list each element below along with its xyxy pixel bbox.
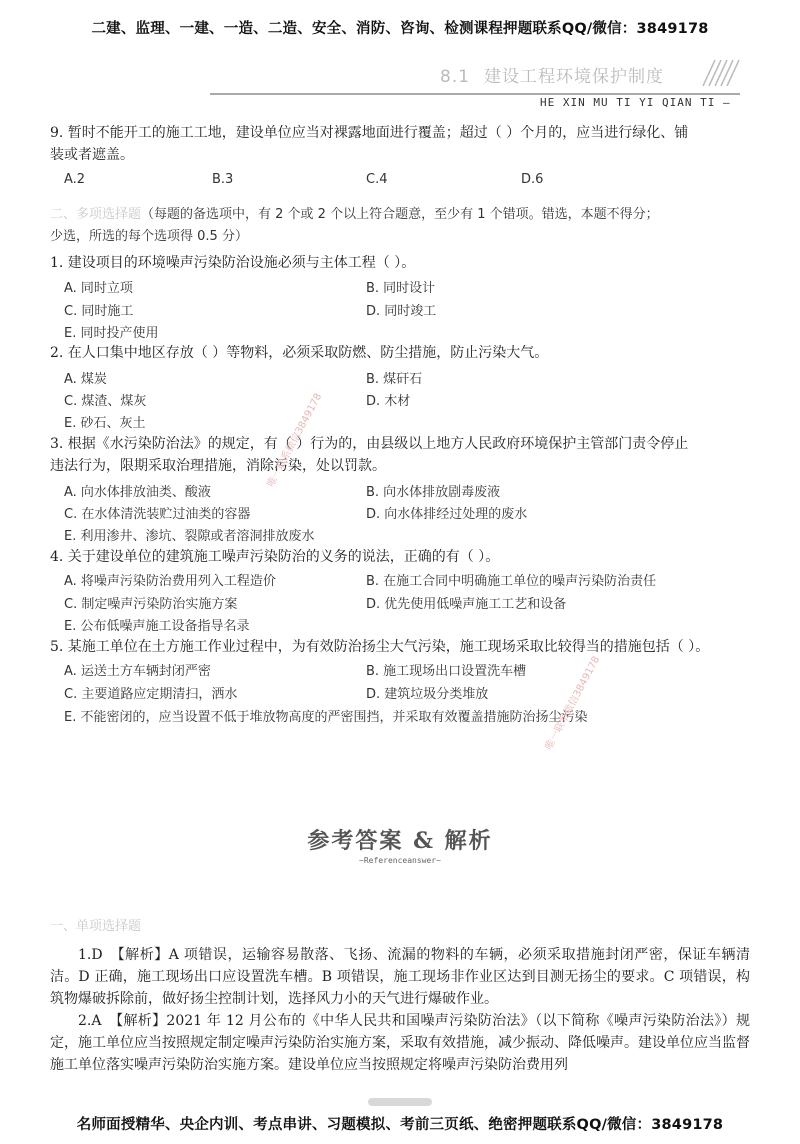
option: E. 公布低噪声施工设备指导名录: [64, 619, 250, 634]
option: A. 同时立项: [64, 281, 133, 296]
bottom-banner: 名师面授精华、央企内训、考点串讲、习题模拟、考前三页纸、绝密押题联系QQ/微信：3849178: [76, 1117, 724, 1133]
question-stem: 1. 建设项目的环境噪声污染防治设施必须与主体工程（ ）。: [50, 255, 416, 271]
option: E. 砂石、灰土: [64, 416, 146, 431]
question-2: [50, 342, 750, 364]
chapter-number: 8.1: [440, 67, 471, 87]
question-stem: 3. 根据《水污染防治法》的规定，有（ ）行为的，由县级以上地方人民政府环境保护主管部门责令停止: [50, 436, 689, 452]
option: B. 施工现场出口设置洗车槽: [366, 664, 527, 679]
option: A.2: [64, 172, 86, 187]
option: D. 同时竣工: [366, 304, 437, 319]
question-stem: 4. 关于建设单位的建筑施工噪声污染防治的义务的说法，正确的有（ ）。: [50, 549, 500, 565]
option: C. 制定噪声污染防治实施方案: [64, 597, 238, 612]
question-stem: 2. 在人口集中地区存放（ ）等物料，必须采取防燃、防尘措施，防止污染大气。: [50, 345, 549, 361]
option: A. 煤炭: [64, 372, 107, 387]
chapter-header: [440, 62, 664, 87]
header-stripes-decoration: [695, 60, 740, 86]
answer-paragraph-2: 2.A 【解析】2021 年 12 月公布的《中华人民共和国噪声污染防治法》（以下简称《噪声污染防治法》）规定，施工单位应当按照规定制定噪声污染防治实施方案，采取有效措施，减少振动、降低噪声。建设单位应当监督施工单位落实噪声污染防治实施方案。建设单位应当按照规定将噪声污染防治费用列: [50, 1013, 750, 1073]
option: B. 在施工合同中明确施工单位的噪声污染防治责任: [366, 574, 657, 589]
top-banner: 二建、监理、一建、一造、二造、安全、消防、咨询、检测课程押题联系QQ/微信：3849178: [91, 21, 709, 37]
option: D. 木材: [366, 394, 411, 409]
section-heading: 二、多项选择题: [50, 207, 142, 222]
question-4: [50, 546, 750, 568]
chapter-pinyin: HE XIN MU TI YI QIAN TI —: [540, 96, 731, 109]
header-rule: [210, 93, 740, 95]
option: D. 建筑垃圾分类堆放: [366, 687, 489, 702]
option: B. 煤矸石: [366, 372, 423, 387]
option: B. 向水体排放剧毒废液: [366, 485, 501, 500]
option: A. 将噪声污染防治费用列入工程造价: [64, 574, 276, 589]
option: B.3: [212, 172, 234, 187]
option: D.6: [521, 172, 544, 187]
answers-subtitle: ~Referenceanswer~: [359, 856, 441, 865]
question-stem: 5. 某施工单位在土方施工作业过程中，为有效防治扬尘大气污染，施工现场采取比较得当的措施包括（ ）。: [50, 639, 710, 655]
watermark: 唯一联系微信3849178: [265, 391, 325, 490]
question-stem: 装或者遮盖。: [50, 147, 134, 163]
question-9: [50, 122, 750, 166]
question-3: [50, 433, 750, 477]
section-instruction: （每题的备选项中，有 2 个或 2 个以上符合题意，至少有 1 个错项。错选，本题不得分；: [141, 207, 659, 222]
option: A. 运送土方车辆封闭严密: [64, 664, 211, 679]
option: B. 同时设计: [366, 281, 436, 296]
option: C. 主要道路应定期清扫，洒水: [64, 687, 238, 702]
page-number-smudge: [360, 1096, 440, 1108]
watermark: 唯一联系微信3849178: [543, 654, 603, 753]
option: C. 在水体清洗装贮过油类的容器: [64, 507, 251, 522]
option: C. 同时施工: [64, 304, 134, 319]
option: E. 利用渗井、渗坑、裂隙或者溶洞排放废水: [64, 529, 315, 544]
option: C. 煤渣、煤灰: [64, 394, 147, 409]
option: A. 向水体排放油类、酸液: [64, 485, 211, 500]
question-1: [50, 252, 750, 274]
option: D. 向水体排经过处理的废水: [366, 507, 528, 522]
option: D. 优先使用低噪声施工工艺和设备: [366, 597, 567, 612]
question-5: [50, 636, 750, 658]
question-stem: 违法行为，限期采取治理措施，消除污染，处以罚款。: [50, 458, 386, 474]
question-stem: 9. 暂时不能开工的施工工地，建设单位应当对裸露地面进行覆盖；超过（ ）个月的，应当进行绿化、铺: [50, 125, 689, 141]
chapter-title: 建设工程环境保护制度: [484, 67, 665, 87]
option: E. 不能密闭的，应当设置不低于堆放物高度的严密围挡，并采取有效覆盖措施防治扬尘污染: [64, 710, 588, 725]
section-instruction: 少选，所选的每个选项得 0.5 分）: [50, 229, 248, 244]
answers-title: 参考答案 & 解析: [307, 828, 493, 854]
answers-section-heading: 一、单项选择题: [50, 919, 142, 934]
option: C.4: [366, 172, 388, 187]
multi-choice-section: [50, 202, 750, 248]
option: E. 同时投产使用: [64, 326, 159, 341]
answer-paragraph-1: 1.D 【解析】A 项错误，运输容易散落、飞扬、流漏的物料的车辆，必须采取措施封闭严密，保证车辆清洁。D 正确，施工现场出口应设置洗车槽。B 项错误，施工现场非作业区达到目测无扬尘的要求。C 项错误，构筑物爆破拆除前，做好扬尘控制计划，选择风力小的天气进行爆破作业。: [50, 947, 750, 1007]
